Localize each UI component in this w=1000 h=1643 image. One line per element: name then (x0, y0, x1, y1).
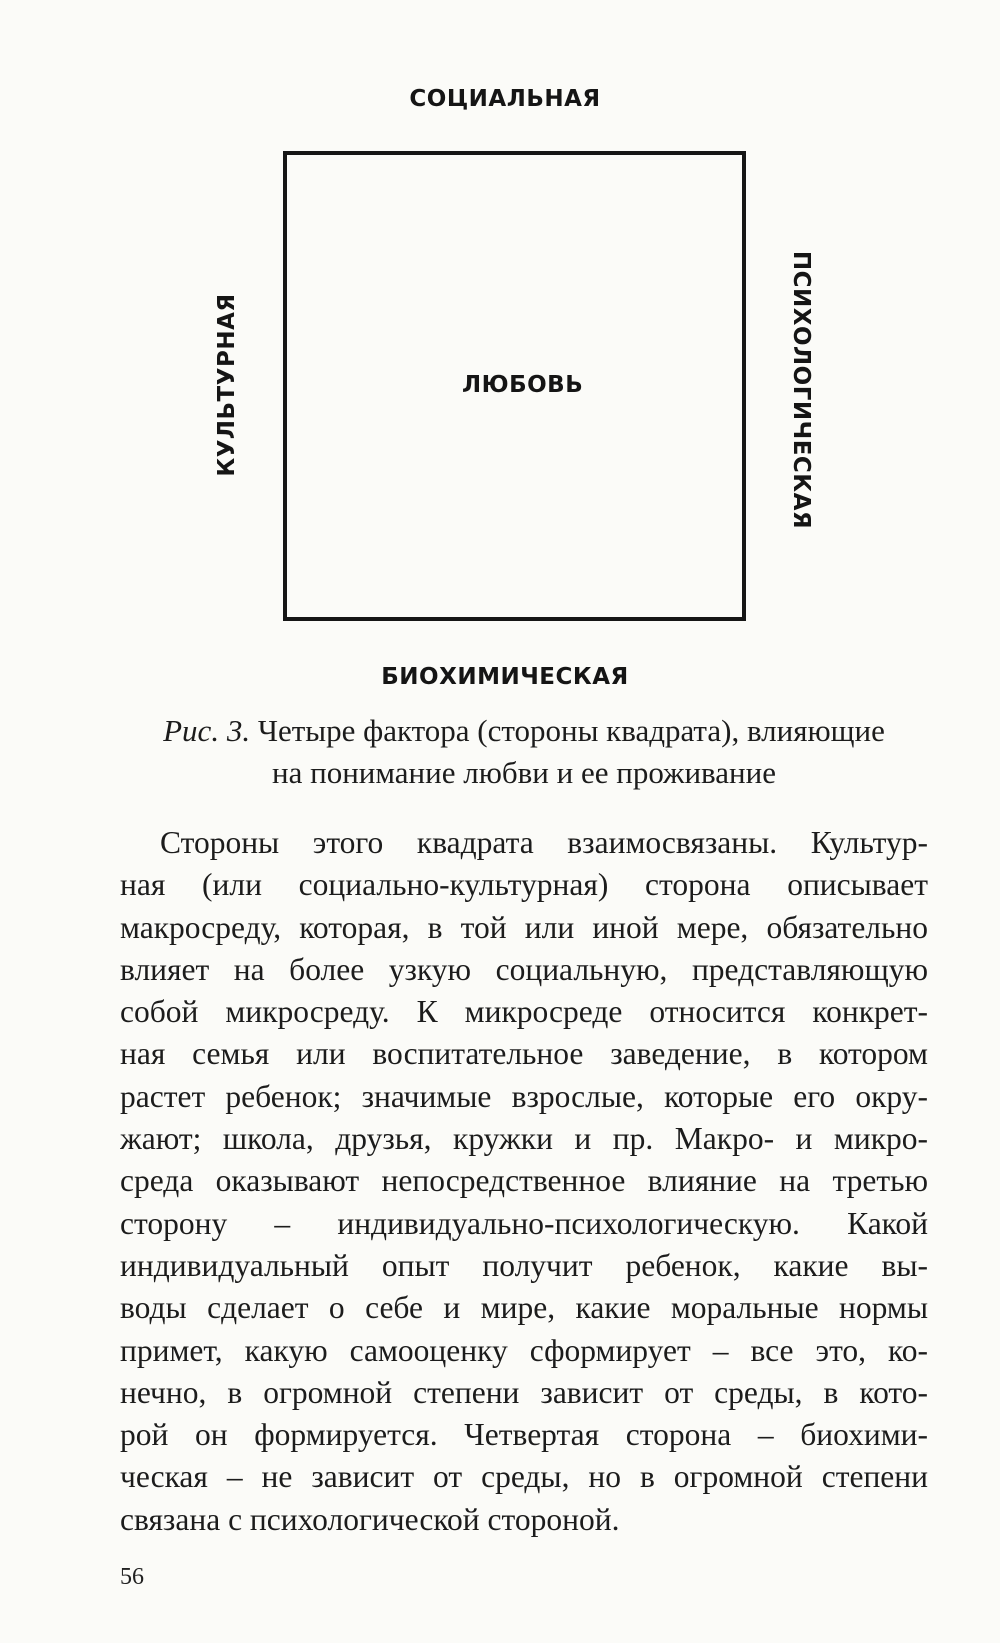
text-line: нечно, в огромной степени зависит от среды, в кото- (120, 1374, 928, 1410)
diagram-label-psychological: ПСИХОЛОГИЧЕСКАЯ (788, 250, 814, 530)
text-line: жают; школа, друзья, кружки и пр. Макро- и микро- (120, 1121, 928, 1157)
body-paragraph (120, 822, 928, 1541)
caption-line-2: на понимание любви и ее проживание (272, 755, 776, 790)
text-line: примет, какую самооценку сформирует – все это, ко- (120, 1332, 928, 1368)
text-line: связана с психологической стороной. (120, 1501, 620, 1537)
diagram-label-social: СОЦИАЛЬНАЯ (409, 86, 601, 112)
text-line: воды сделает о себе и мире, какие моральные нормы (120, 1290, 928, 1326)
diagram-label-cultural: КУЛЬТУРНАЯ (214, 293, 240, 477)
page-number: 56 (120, 1564, 144, 1590)
caption-line-1 (120, 710, 928, 752)
text-line: ная семья или воспитательное заведение, в котором (120, 1036, 928, 1072)
text-line: макросреду, которая, в той или иной мере, обязательно (120, 909, 928, 945)
diagram-label-love: ЛЮБОВЬ (462, 372, 584, 398)
text-line: рой он формируется. Четвертая сторона – биохими- (120, 1417, 928, 1453)
text-line: собой микросреду. К микросреде относится конкрет- (120, 994, 928, 1030)
figure-caption (120, 710, 928, 794)
text-line: индивидуальный опыт получит ребенок, какие вы- (120, 1247, 928, 1283)
diagram-label-biochemical: БИОХИМИЧЕСКАЯ (381, 664, 629, 690)
text-line: ческая – не зависит от среды, но в огромной степени (120, 1459, 928, 1495)
text-line: сторону – индивидуально-психологическую. Какой (120, 1205, 928, 1241)
text-line: ная (или социально-культурная) сторона описывает (120, 867, 928, 903)
text-line: среда оказывают непосредственное влияние на третью (120, 1163, 928, 1199)
text-line: влияет на более узкую социальную, представляющую (120, 951, 928, 987)
caption-text-1: Четыре фактора (стороны квадрата), влияющие (257, 713, 885, 748)
figure-reference: Рис. 3. (163, 713, 251, 748)
text-line: Стороны этого квадрата взаимосвязаны. Культур- (160, 825, 928, 860)
text-line: растет ребенок; значимые взрослые, которые его окру- (120, 1078, 928, 1114)
